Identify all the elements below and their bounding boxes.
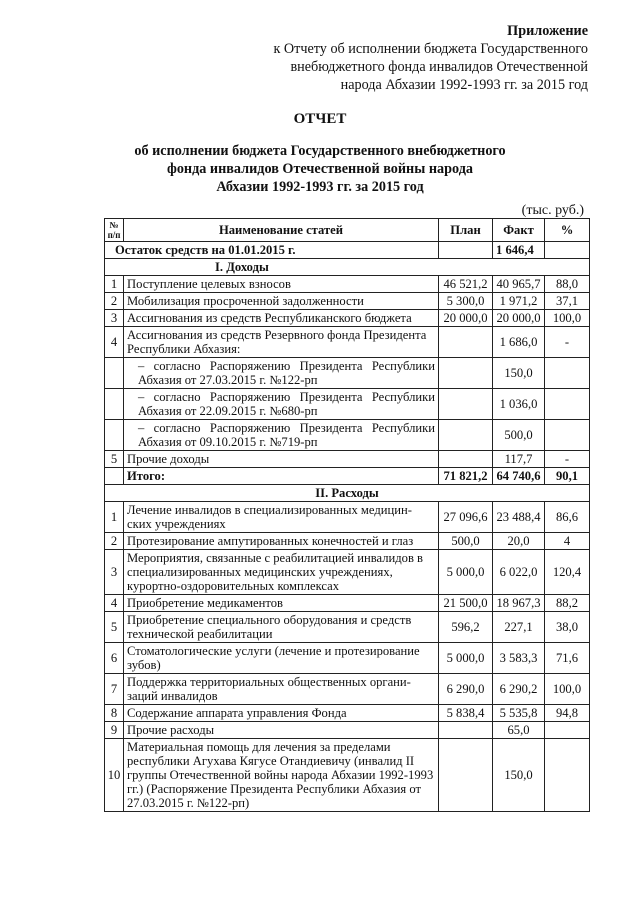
row-pct bbox=[545, 722, 590, 739]
row-num: 7 bbox=[105, 674, 124, 705]
row-name: Ассигнования из средств Резервного фонда Президента Республики Абхазия: bbox=[124, 327, 439, 358]
row-num: 4 bbox=[105, 595, 124, 612]
row-num: 1 bbox=[105, 276, 124, 293]
appendix-line: народа Абхазии 1992-1993 гг. за 2015 год bbox=[340, 77, 588, 93]
subtitle-line: Абхазии 1992-1993 гг. за 2015 год bbox=[216, 179, 424, 195]
row-plan: 21 500,0 bbox=[439, 595, 493, 612]
row-num bbox=[105, 358, 124, 389]
row-plan: 46 521,2 bbox=[439, 276, 493, 293]
expense-row bbox=[105, 595, 590, 612]
row-fact: 117,7 bbox=[493, 451, 545, 468]
row-num: 5 bbox=[105, 612, 124, 643]
row-name: Мобилизация просроченной задолженности bbox=[124, 293, 439, 310]
income-total-label: Итого: bbox=[124, 468, 439, 485]
opening-balance-pct bbox=[545, 242, 590, 259]
row-pct: 88,2 bbox=[545, 595, 590, 612]
row-name: – согласно Распоряжению Президента Республики Абхазия от 22.09.2015 г. №680-рп bbox=[124, 389, 439, 420]
row-num: 5 bbox=[105, 451, 124, 468]
income-row bbox=[105, 327, 590, 358]
row-plan: 5 300,0 bbox=[439, 293, 493, 310]
expense-row bbox=[105, 739, 590, 812]
appendix-line: к Отчету об исполнении бюджета Государственного bbox=[273, 41, 588, 57]
income-section-row bbox=[105, 259, 590, 276]
row-pct: 86,6 bbox=[545, 502, 590, 533]
row-plan bbox=[439, 451, 493, 468]
row-fact: 6 022,0 bbox=[493, 550, 545, 595]
row-name: Стоматологические услуги (лечение и протезирование зубов) bbox=[124, 643, 439, 674]
expense-section-row bbox=[105, 485, 590, 502]
income-section-title: I. Доходы bbox=[105, 259, 590, 276]
row-fact: 40 965,7 bbox=[493, 276, 545, 293]
row-name: Приобретение медикаментов bbox=[124, 595, 439, 612]
opening-balance-row bbox=[105, 242, 590, 259]
row-num: 9 bbox=[105, 722, 124, 739]
row-plan: 500,0 bbox=[439, 533, 493, 550]
income-row bbox=[105, 420, 590, 451]
expense-section-title: II. Расходы bbox=[105, 485, 590, 502]
row-name: Прочие расходы bbox=[124, 722, 439, 739]
row-pct: 100,0 bbox=[545, 310, 590, 327]
appendix-header bbox=[273, 22, 588, 94]
row-name: Протезирование ампутированных конечностей и глаз bbox=[124, 533, 439, 550]
row-name: Приобретение специального оборудования и средств технической реабилитации bbox=[124, 612, 439, 643]
row-pct bbox=[545, 420, 590, 451]
row-pct: 120,4 bbox=[545, 550, 590, 595]
expense-row bbox=[105, 533, 590, 550]
appendix-line: внебюджетного фонда инвалидов Отечественной bbox=[290, 59, 588, 75]
row-name: Лечение инвалидов в специализированных медицин-ских учреждениях bbox=[124, 502, 439, 533]
row-name: Материальная помощь для лечения за пределами республики Агухава Кягусе Отандиевичу (инвалид II группы Отечественной войны народа Абхазии 1992-1993 гг.) (Распоряжение Президента Республики Абхазия от 27.03.2015 г. №122-рп) bbox=[124, 739, 439, 812]
row-pct bbox=[545, 739, 590, 812]
row-pct: 71,6 bbox=[545, 643, 590, 674]
row-pct: 38,0 bbox=[545, 612, 590, 643]
income-row bbox=[105, 276, 590, 293]
row-pct bbox=[545, 389, 590, 420]
row-fact: 150,0 bbox=[493, 739, 545, 812]
table-header-row bbox=[105, 219, 590, 242]
row-fact: 20,0 bbox=[493, 533, 545, 550]
expense-row bbox=[105, 502, 590, 533]
row-fact: 20 000,0 bbox=[493, 310, 545, 327]
row-name: Поступление целевых взносов bbox=[124, 276, 439, 293]
row-pct bbox=[545, 358, 590, 389]
row-fact: 6 290,2 bbox=[493, 674, 545, 705]
income-row bbox=[105, 358, 590, 389]
row-name: Поддержка территориальных общественных органи-заций инвалидов bbox=[124, 674, 439, 705]
opening-balance-plan bbox=[439, 242, 493, 259]
row-plan bbox=[439, 420, 493, 451]
row-fact: 23 488,4 bbox=[493, 502, 545, 533]
row-fact: 150,0 bbox=[493, 358, 545, 389]
row-fact: 5 535,8 bbox=[493, 705, 545, 722]
subtitle-line: об исполнении бюджета Государственного внебюджетного bbox=[134, 143, 506, 159]
appendix-title: Приложение bbox=[507, 23, 588, 39]
expense-row bbox=[105, 705, 590, 722]
expense-row bbox=[105, 722, 590, 739]
subtitle-line: фонда инвалидов Отечественной войны народа bbox=[167, 161, 473, 177]
row-fact: 500,0 bbox=[493, 420, 545, 451]
header-plan: План bbox=[439, 219, 493, 242]
row-num: 10 bbox=[105, 739, 124, 812]
row-pct: 4 bbox=[545, 533, 590, 550]
expense-row bbox=[105, 550, 590, 595]
income-total-fact: 64 740,6 bbox=[493, 468, 545, 485]
row-fact: 3 583,3 bbox=[493, 643, 545, 674]
row-plan: 5 000,0 bbox=[439, 643, 493, 674]
income-total-num bbox=[105, 468, 124, 485]
row-pct: - bbox=[545, 327, 590, 358]
row-pct: 94,8 bbox=[545, 705, 590, 722]
row-num: 2 bbox=[105, 293, 124, 310]
row-num: 6 bbox=[105, 643, 124, 674]
income-row bbox=[105, 293, 590, 310]
row-fact: 1 686,0 bbox=[493, 327, 545, 358]
row-name: – согласно Распоряжению Президента Республики Абхазия от 09.10.2015 г. №719-рп bbox=[124, 420, 439, 451]
row-num: 4 bbox=[105, 327, 124, 358]
row-num: 3 bbox=[105, 550, 124, 595]
row-plan: 20 000,0 bbox=[439, 310, 493, 327]
row-num: 3 bbox=[105, 310, 124, 327]
row-name: Прочие доходы bbox=[124, 451, 439, 468]
income-total-pct: 90,1 bbox=[545, 468, 590, 485]
expense-row bbox=[105, 674, 590, 705]
row-fact: 18 967,3 bbox=[493, 595, 545, 612]
report-subtitle bbox=[0, 142, 640, 196]
opening-balance-fact: 1 646,4 bbox=[493, 242, 545, 259]
row-name: Содержание аппарата управления Фонда bbox=[124, 705, 439, 722]
income-row bbox=[105, 389, 590, 420]
report-title: ОТЧЕТ bbox=[293, 111, 347, 127]
income-total-plan: 71 821,2 bbox=[439, 468, 493, 485]
row-plan bbox=[439, 722, 493, 739]
income-row bbox=[105, 451, 590, 468]
row-num: 8 bbox=[105, 705, 124, 722]
row-pct: 88,0 bbox=[545, 276, 590, 293]
row-plan: 596,2 bbox=[439, 612, 493, 643]
row-plan: 27 096,6 bbox=[439, 502, 493, 533]
row-plan: 5 000,0 bbox=[439, 550, 493, 595]
units-label: (тыс. руб.) bbox=[521, 203, 584, 218]
row-plan bbox=[439, 739, 493, 812]
row-name: Ассигнования из средств Республиканского бюджета bbox=[124, 310, 439, 327]
header-name: Наименование статей bbox=[124, 219, 439, 242]
row-plan: 6 290,0 bbox=[439, 674, 493, 705]
row-name: Мероприятия, связанные с реабилитацией инвалидов в специализированных медицинских учреждениях, курортно-оздоровительных комплексах bbox=[124, 550, 439, 595]
header-pct: % bbox=[545, 219, 590, 242]
expense-row bbox=[105, 612, 590, 643]
row-pct: 37,1 bbox=[545, 293, 590, 310]
expense-row bbox=[105, 643, 590, 674]
income-row bbox=[105, 310, 590, 327]
income-total-row bbox=[105, 468, 590, 485]
row-fact: 1 971,2 bbox=[493, 293, 545, 310]
header-fact: Факт bbox=[493, 219, 545, 242]
row-num: 1 bbox=[105, 502, 124, 533]
row-pct: 100,0 bbox=[545, 674, 590, 705]
row-fact: 65,0 bbox=[493, 722, 545, 739]
row-num bbox=[105, 389, 124, 420]
budget-table bbox=[104, 218, 590, 812]
row-pct: - bbox=[545, 451, 590, 468]
row-plan bbox=[439, 358, 493, 389]
row-num: 2 bbox=[105, 533, 124, 550]
row-fact: 227,1 bbox=[493, 612, 545, 643]
row-plan bbox=[439, 389, 493, 420]
row-num bbox=[105, 420, 124, 451]
header-num: № п/п bbox=[105, 219, 124, 242]
opening-balance-label: Остаток средств на 01.01.2015 г. bbox=[105, 242, 439, 259]
row-fact: 1 036,0 bbox=[493, 389, 545, 420]
row-plan bbox=[439, 327, 493, 358]
row-name: – согласно Распоряжению Президента Республики Абхазия от 27.03.2015 г. №122-рп bbox=[124, 358, 439, 389]
row-plan: 5 838,4 bbox=[439, 705, 493, 722]
